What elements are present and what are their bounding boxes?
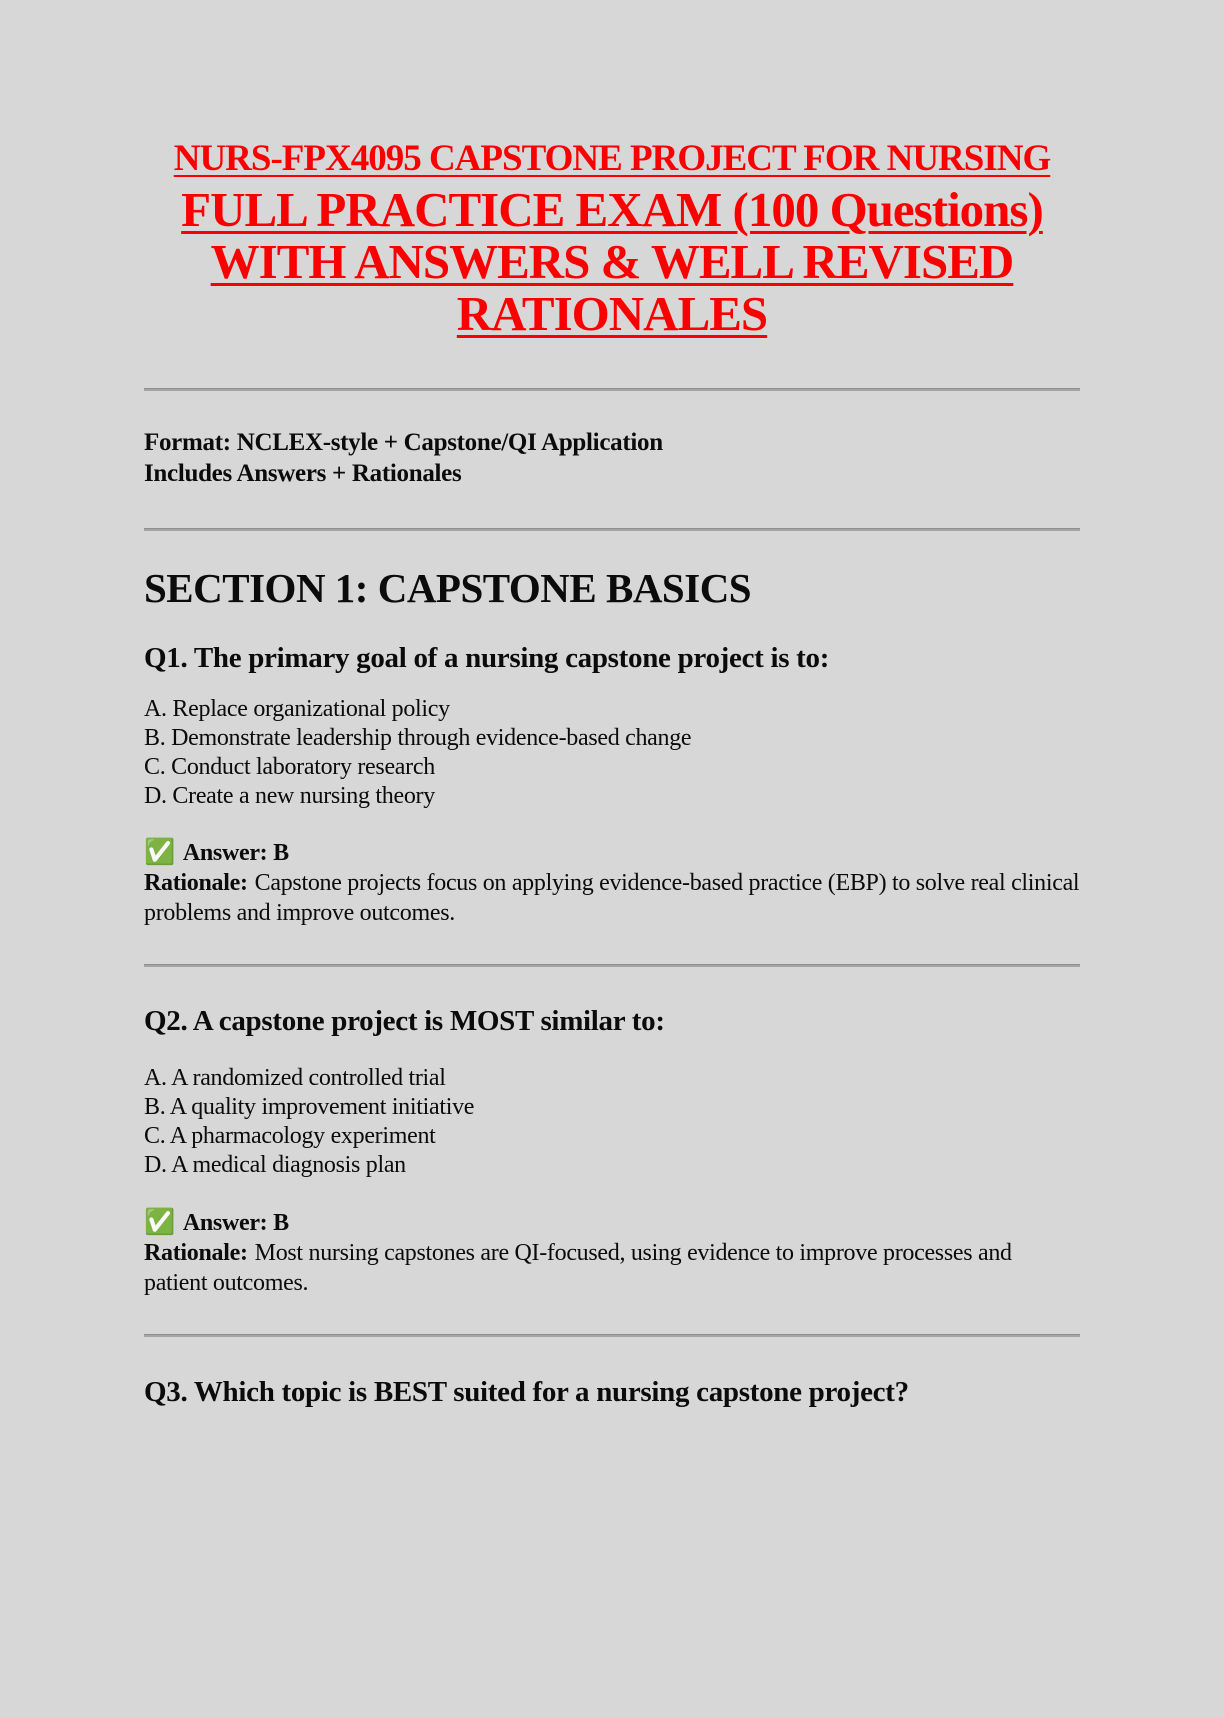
horizontal-rule bbox=[144, 388, 1080, 391]
format-line: Format: NCLEX-style + Capstone/QI Application bbox=[144, 429, 663, 456]
option-b: B. A quality improvement initiative bbox=[144, 1094, 475, 1120]
question-2-heading: Q2. A capstone project is MOST similar to: bbox=[144, 1005, 665, 1037]
rationale-text: Capstone projects focus on applying evidence-based practice (EBP) to solve real clinical problems and improve outcomes. bbox=[144, 870, 1080, 926]
question-1-options bbox=[144, 695, 1080, 811]
rationale-text: Most nursing capstones are QI-focused, using evidence to improve processes and patient outcomes. bbox=[144, 1240, 1012, 1296]
rationale bbox=[144, 1238, 1080, 1298]
question-2-answer-block bbox=[144, 1207, 1080, 1298]
horizontal-rule bbox=[144, 528, 1080, 531]
rationale-label: Rationale: bbox=[144, 870, 248, 896]
section-heading: SECTION 1: CAPSTONE BASICS bbox=[144, 565, 752, 611]
question-2-options bbox=[144, 1064, 1080, 1180]
answer-line bbox=[144, 837, 1080, 868]
check-mark-icon: ✅ bbox=[144, 837, 175, 866]
horizontal-rule bbox=[144, 964, 1080, 967]
document-content bbox=[144, 134, 1080, 1409]
rationale bbox=[144, 868, 1080, 928]
title-line-4: RATIONALES bbox=[456, 286, 768, 341]
option-a: A. Replace organizational policy bbox=[144, 696, 450, 722]
answer-text: Answer: B bbox=[182, 840, 289, 866]
question-3-heading: Q3. Which topic is BEST suited for a nursing capstone project? bbox=[144, 1376, 909, 1408]
format-block bbox=[144, 427, 1080, 489]
horizontal-rule bbox=[144, 1334, 1080, 1337]
includes-line: Includes Answers + Rationales bbox=[144, 460, 462, 487]
answer-line bbox=[144, 1207, 1080, 1238]
question-1-heading: Q1. The primary goal of a nursing capstone project is to: bbox=[144, 642, 830, 674]
answer-text: Answer: B bbox=[182, 1210, 289, 1236]
option-d: D. A medical diagnosis plan bbox=[144, 1152, 406, 1178]
title-line-2: FULL PRACTICE EXAM (100 Questions) bbox=[181, 182, 1043, 237]
option-c: C. Conduct laboratory research bbox=[144, 754, 435, 780]
option-a: A. A randomized controlled trial bbox=[144, 1065, 446, 1091]
title-line-3: WITH ANSWERS & WELL REVISED bbox=[210, 234, 1014, 289]
title-line-1: NURS-FPX4095 CAPSTONE PROJECT FOR NURSING bbox=[173, 138, 1051, 179]
question-1-answer-block bbox=[144, 837, 1080, 928]
document-title bbox=[144, 134, 1080, 340]
option-d: D. Create a new nursing theory bbox=[144, 783, 435, 809]
check-mark-icon: ✅ bbox=[144, 1207, 175, 1236]
option-c: C. A pharmacology experiment bbox=[144, 1123, 436, 1149]
rationale-label: Rationale: bbox=[144, 1240, 248, 1266]
document-page bbox=[0, 134, 1224, 1718]
option-b: B. Demonstrate leadership through evidence-based change bbox=[144, 725, 692, 751]
